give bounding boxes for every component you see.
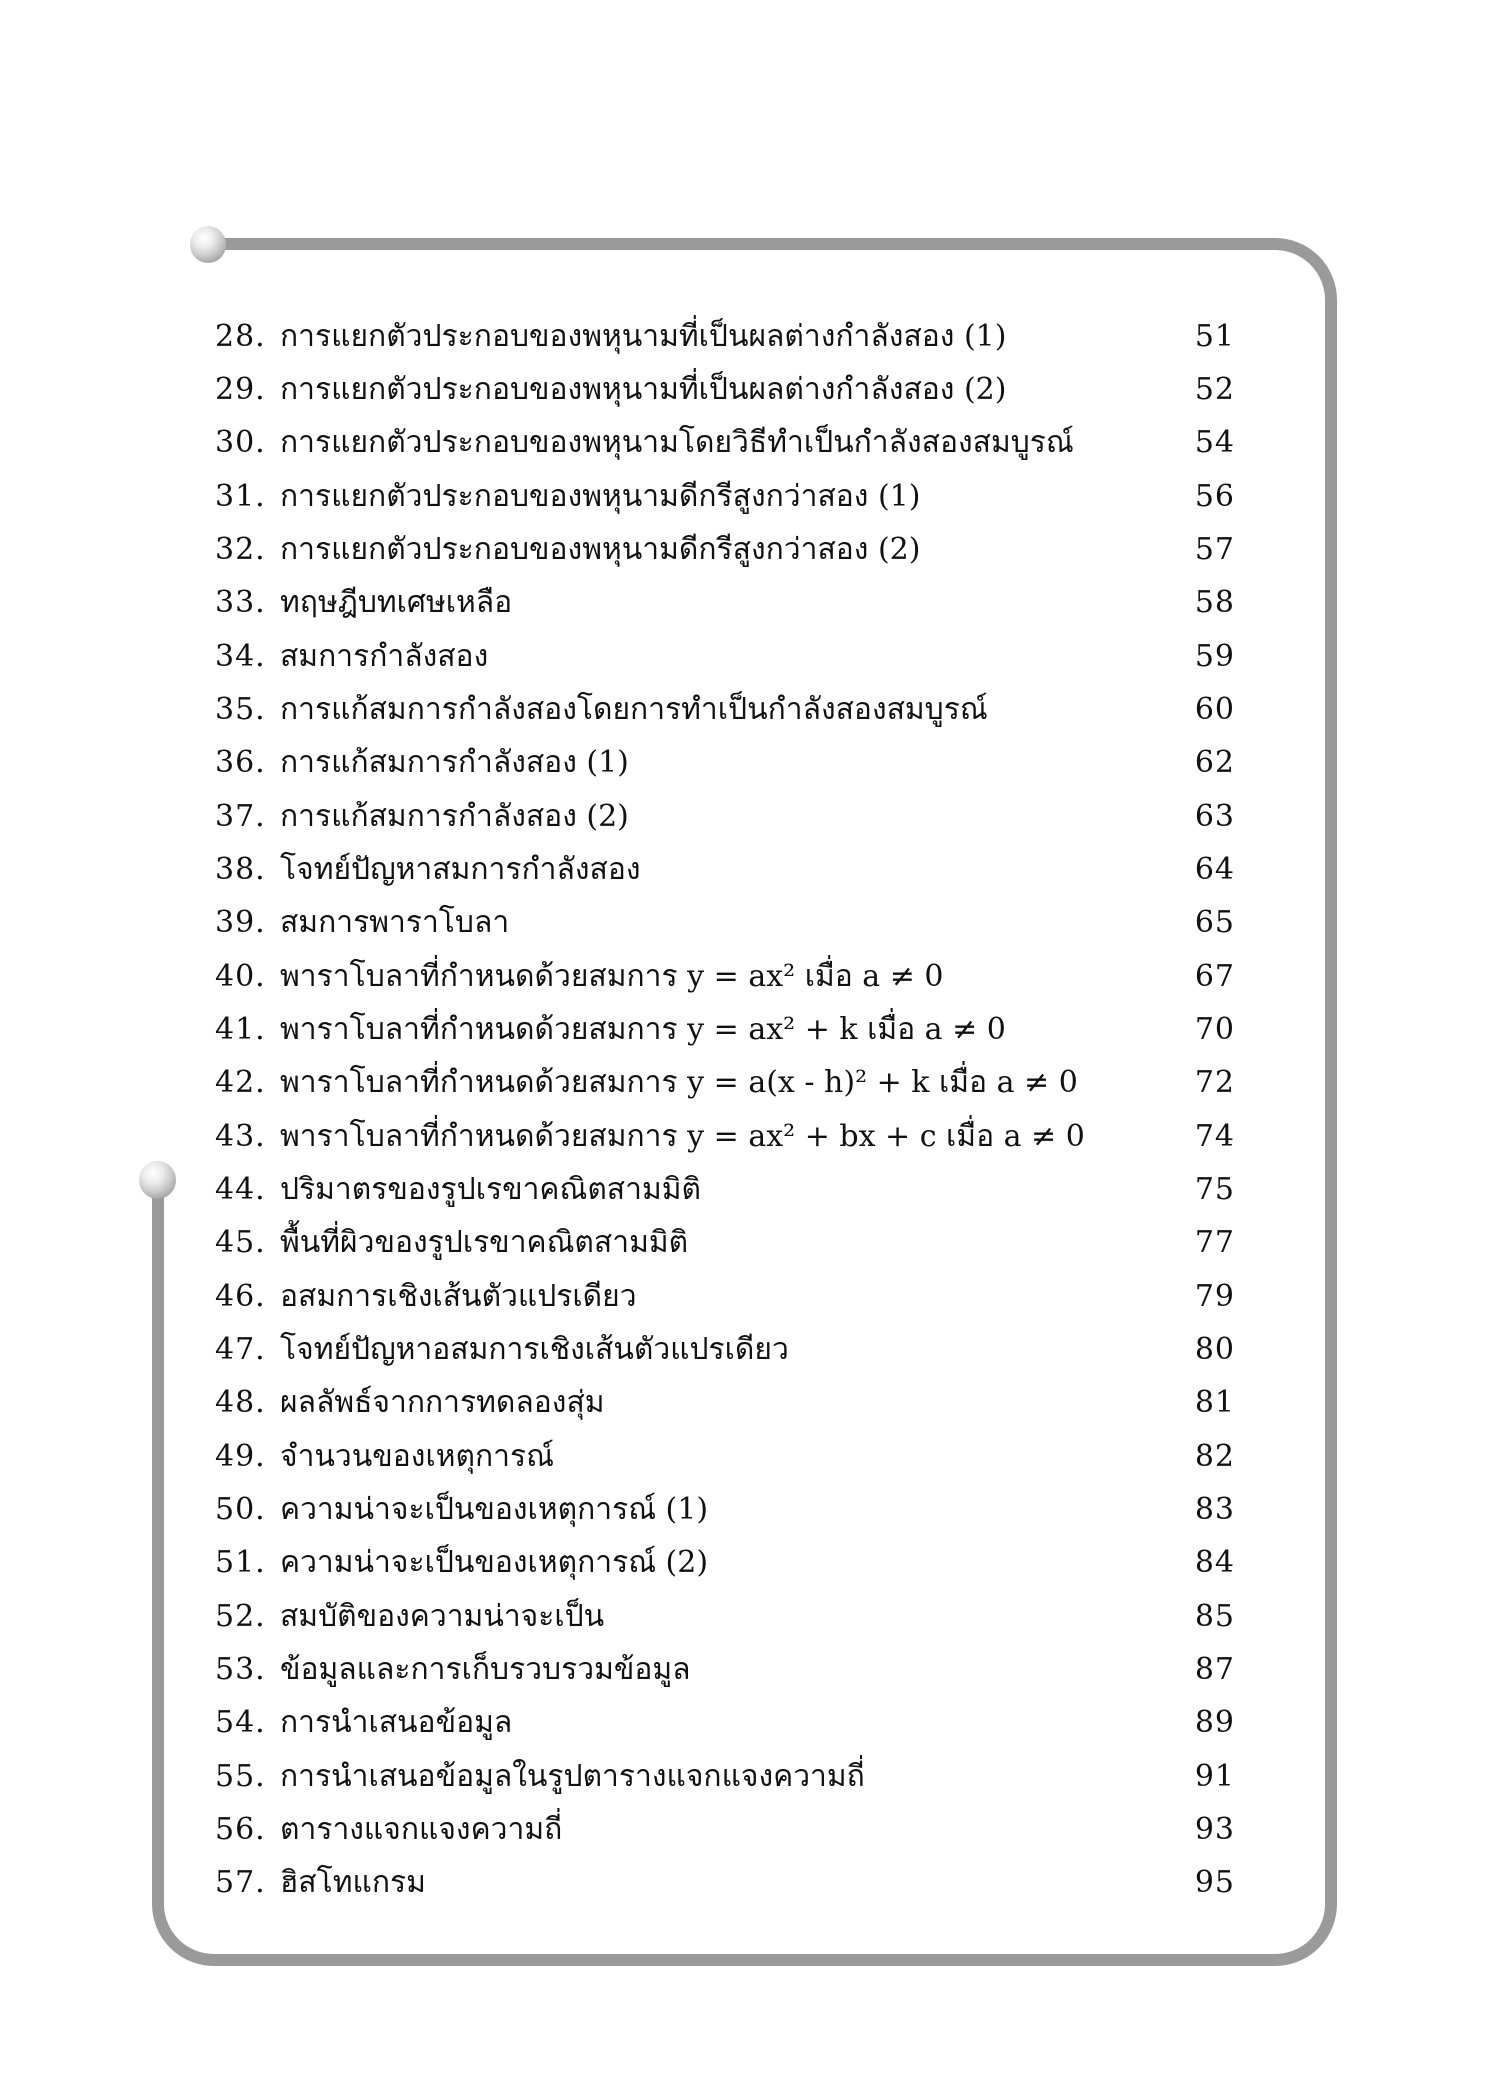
toc-item-number: 55. bbox=[215, 1758, 266, 1794]
toc-item-number: 38. bbox=[215, 851, 266, 887]
toc-item-title: การนำเสนอข้อมูล bbox=[280, 1705, 513, 1741]
toc-item-page: 89 bbox=[1194, 1705, 1235, 1741]
toc-item-page: 64 bbox=[1194, 851, 1235, 887]
toc-item-number: 41. bbox=[215, 1011, 266, 1047]
toc-row bbox=[215, 1590, 1235, 1643]
toc-item-number: 54. bbox=[215, 1705, 266, 1741]
toc-item-page: 67 bbox=[1194, 958, 1235, 994]
toc-item-page: 57 bbox=[1194, 531, 1235, 567]
toc-item-page: 74 bbox=[1194, 1118, 1235, 1154]
toc-item-number: 37. bbox=[215, 798, 266, 834]
toc-item-page: 59 bbox=[1194, 638, 1235, 674]
toc-item-title: การแยกตัวประกอบของพหุนามดีกรีสูงกว่าสอง (2) bbox=[280, 531, 921, 567]
toc-item-number: 32. bbox=[215, 531, 266, 567]
toc-row bbox=[215, 1803, 1235, 1856]
toc-item-title: การแยกตัวประกอบของพหุนามที่เป็นผลต่างกำลังสอง (1) bbox=[280, 318, 1007, 354]
toc-item-page: 85 bbox=[1194, 1598, 1235, 1634]
toc-row bbox=[215, 523, 1235, 576]
toc-item-title: พาราโบลาที่กำหนดด้วยสมการ y = ax² + bx + c เมื่อ a ≠ 0 bbox=[280, 1118, 1085, 1154]
toc-item-title: ตารางแจกแจงความถี่ bbox=[280, 1811, 563, 1847]
toc-item-page: 65 bbox=[1194, 905, 1235, 941]
toc-item-title: การแยกตัวประกอบของพหุนามโดยวิธีทำเป็นกำลังสองสมบูรณ์ bbox=[280, 425, 1074, 461]
toc-item-title: การแก้สมการกำลังสอง (2) bbox=[280, 798, 629, 834]
toc-item-number: 48. bbox=[215, 1385, 266, 1421]
toc-row bbox=[215, 363, 1235, 416]
toc-row bbox=[215, 1750, 1235, 1803]
toc-item-title: การแยกตัวประกอบของพหุนามดีกรีสูงกว่าสอง (1) bbox=[280, 478, 921, 514]
toc-item-title: ความน่าจะเป็นของเหตุการณ์ (2) bbox=[280, 1545, 709, 1581]
toc-row bbox=[215, 470, 1235, 523]
toc-item-title: การนำเสนอข้อมูลในรูปตารางแจกแจงความถี่ bbox=[280, 1758, 865, 1794]
toc-item-page: 52 bbox=[1194, 371, 1235, 407]
toc-item-number: 56. bbox=[215, 1811, 266, 1847]
toc-item-number: 47. bbox=[215, 1331, 266, 1367]
toc-row bbox=[215, 417, 1235, 470]
toc-item-title: พื้นที่ผิวของรูปเรขาคณิตสามมิติ bbox=[280, 1225, 689, 1261]
toc-item-page: 95 bbox=[1194, 1865, 1235, 1901]
toc-item-number: 36. bbox=[215, 745, 266, 781]
toc-row bbox=[215, 843, 1235, 896]
toc-row bbox=[215, 1483, 1235, 1536]
toc-item-page: 56 bbox=[1194, 478, 1235, 514]
toc-row bbox=[215, 737, 1235, 790]
toc-row bbox=[215, 1430, 1235, 1483]
toc-item-number: 46. bbox=[215, 1278, 266, 1314]
toc-item-page: 75 bbox=[1194, 1171, 1235, 1207]
toc-item-title: อสมการเชิงเส้นตัวแปรเดียว bbox=[280, 1278, 637, 1314]
toc-item-title: ผลลัพธ์จากการทดลองสุ่ม bbox=[280, 1385, 605, 1421]
toc-row bbox=[215, 1110, 1235, 1163]
toc-row bbox=[215, 1323, 1235, 1376]
toc-item-page: 93 bbox=[1194, 1811, 1235, 1847]
toc-item-number: 31. bbox=[215, 478, 266, 514]
toc-item-number: 49. bbox=[215, 1438, 266, 1474]
toc-row bbox=[215, 950, 1235, 1003]
toc-item-page: 80 bbox=[1194, 1331, 1235, 1367]
toc-row bbox=[215, 310, 1235, 363]
toc-item-page: 51 bbox=[1194, 318, 1235, 354]
toc-item-title: พาราโบลาที่กำหนดด้วยสมการ y = a(x - h)² + k เมื่อ a ≠ 0 bbox=[280, 1065, 1078, 1101]
toc-item-page: 63 bbox=[1194, 798, 1235, 834]
toc-item-number: 53. bbox=[215, 1651, 266, 1687]
toc-item-page: 60 bbox=[1194, 691, 1235, 727]
toc-item-title: การแก้สมการกำลังสอง (1) bbox=[280, 745, 629, 781]
toc-item-title: ข้อมูลและการเก็บรวบรวมข้อมูล bbox=[280, 1651, 691, 1687]
toc-item-page: 87 bbox=[1194, 1651, 1235, 1687]
toc-row bbox=[215, 1270, 1235, 1323]
toc-item-number: 52. bbox=[215, 1598, 266, 1634]
toc-row bbox=[215, 897, 1235, 950]
toc-item-number: 30. bbox=[215, 425, 266, 461]
toc-item-number: 29. bbox=[215, 371, 266, 407]
toc-item-title: โจทย์ปัญหาอสมการเชิงเส้นตัวแปรเดียว bbox=[280, 1331, 789, 1367]
toc-item-number: 34. bbox=[215, 638, 266, 674]
toc-item-number: 35. bbox=[215, 691, 266, 727]
toc-item-page: 70 bbox=[1194, 1011, 1235, 1047]
toc-item-number: 33. bbox=[215, 585, 266, 621]
toc-row bbox=[215, 1537, 1235, 1590]
toc-item-title: ปริมาตรของรูปเรขาคณิตสามมิติ bbox=[280, 1171, 701, 1207]
toc-item-number: 43. bbox=[215, 1118, 266, 1154]
toc-item-page: 83 bbox=[1194, 1491, 1235, 1527]
toc-item-number: 57. bbox=[215, 1865, 266, 1901]
toc-row bbox=[215, 1377, 1235, 1430]
toc-item-number: 45. bbox=[215, 1225, 266, 1261]
toc-item-title: การแยกตัวประกอบของพหุนามที่เป็นผลต่างกำลังสอง (2) bbox=[280, 371, 1007, 407]
toc-item-page: 54 bbox=[1194, 425, 1235, 461]
toc-item-page: 79 bbox=[1194, 1278, 1235, 1314]
frame-left-sphere-decoration bbox=[139, 1161, 176, 1199]
toc-item-title: ทฤษฎีบทเศษเหลือ bbox=[280, 585, 513, 621]
frame-top-sphere-decoration bbox=[190, 226, 226, 263]
toc-item-title: สมการพาราโบลา bbox=[280, 905, 510, 941]
toc-row bbox=[215, 1163, 1235, 1216]
toc-row bbox=[215, 1003, 1235, 1056]
toc-item-title: สมบัติของความน่าจะเป็น bbox=[280, 1598, 605, 1634]
toc-item-page: 91 bbox=[1194, 1758, 1235, 1794]
toc-item-number: 39. bbox=[215, 905, 266, 941]
toc-row bbox=[215, 790, 1235, 843]
toc-row bbox=[215, 683, 1235, 736]
toc-item-page: 72 bbox=[1194, 1065, 1235, 1101]
toc-item-number: 44. bbox=[215, 1171, 266, 1207]
toc-item-title: โจทย์ปัญหาสมการกำลังสอง bbox=[280, 851, 641, 887]
toc-item-number: 42. bbox=[215, 1065, 266, 1101]
toc-item-page: 58 bbox=[1194, 585, 1235, 621]
toc-item-number: 40. bbox=[215, 958, 266, 994]
toc-item-title: ความน่าจะเป็นของเหตุการณ์ (1) bbox=[280, 1491, 709, 1527]
toc-row bbox=[215, 577, 1235, 630]
toc-row bbox=[215, 1057, 1235, 1110]
toc-item-number: 28. bbox=[215, 318, 266, 354]
toc-item-number: 51. bbox=[215, 1545, 266, 1581]
toc-row bbox=[215, 1217, 1235, 1270]
toc-item-page: 82 bbox=[1194, 1438, 1235, 1474]
toc-item-title: จำนวนของเหตุการณ์ bbox=[280, 1438, 554, 1474]
toc-item-title: พาราโบลาที่กำหนดด้วยสมการ y = ax² เมื่อ a ≠ 0 bbox=[280, 958, 944, 994]
toc-row bbox=[215, 1697, 1235, 1750]
toc-row bbox=[215, 1643, 1235, 1696]
toc-item-title: สมการกำลังสอง bbox=[280, 638, 489, 674]
toc-item-number: 50. bbox=[215, 1491, 266, 1527]
toc-item-title: พาราโบลาที่กำหนดด้วยสมการ y = ax² + k เมื่อ a ≠ 0 bbox=[280, 1011, 1006, 1047]
toc-item-page: 62 bbox=[1194, 745, 1235, 781]
toc-item-title: การแก้สมการกำลังสองโดยการทำเป็นกำลังสองสมบูรณ์ bbox=[280, 691, 988, 727]
toc-row bbox=[215, 630, 1235, 683]
toc-row bbox=[215, 1857, 1235, 1910]
toc-item-page: 84 bbox=[1194, 1545, 1235, 1581]
frame-left-gap bbox=[146, 245, 170, 1165]
toc-item-page: 77 bbox=[1194, 1225, 1235, 1261]
toc-item-page: 81 bbox=[1194, 1385, 1235, 1421]
toc-list bbox=[215, 310, 1235, 1910]
toc-item-title: ฮิสโทแกรม bbox=[280, 1865, 426, 1901]
